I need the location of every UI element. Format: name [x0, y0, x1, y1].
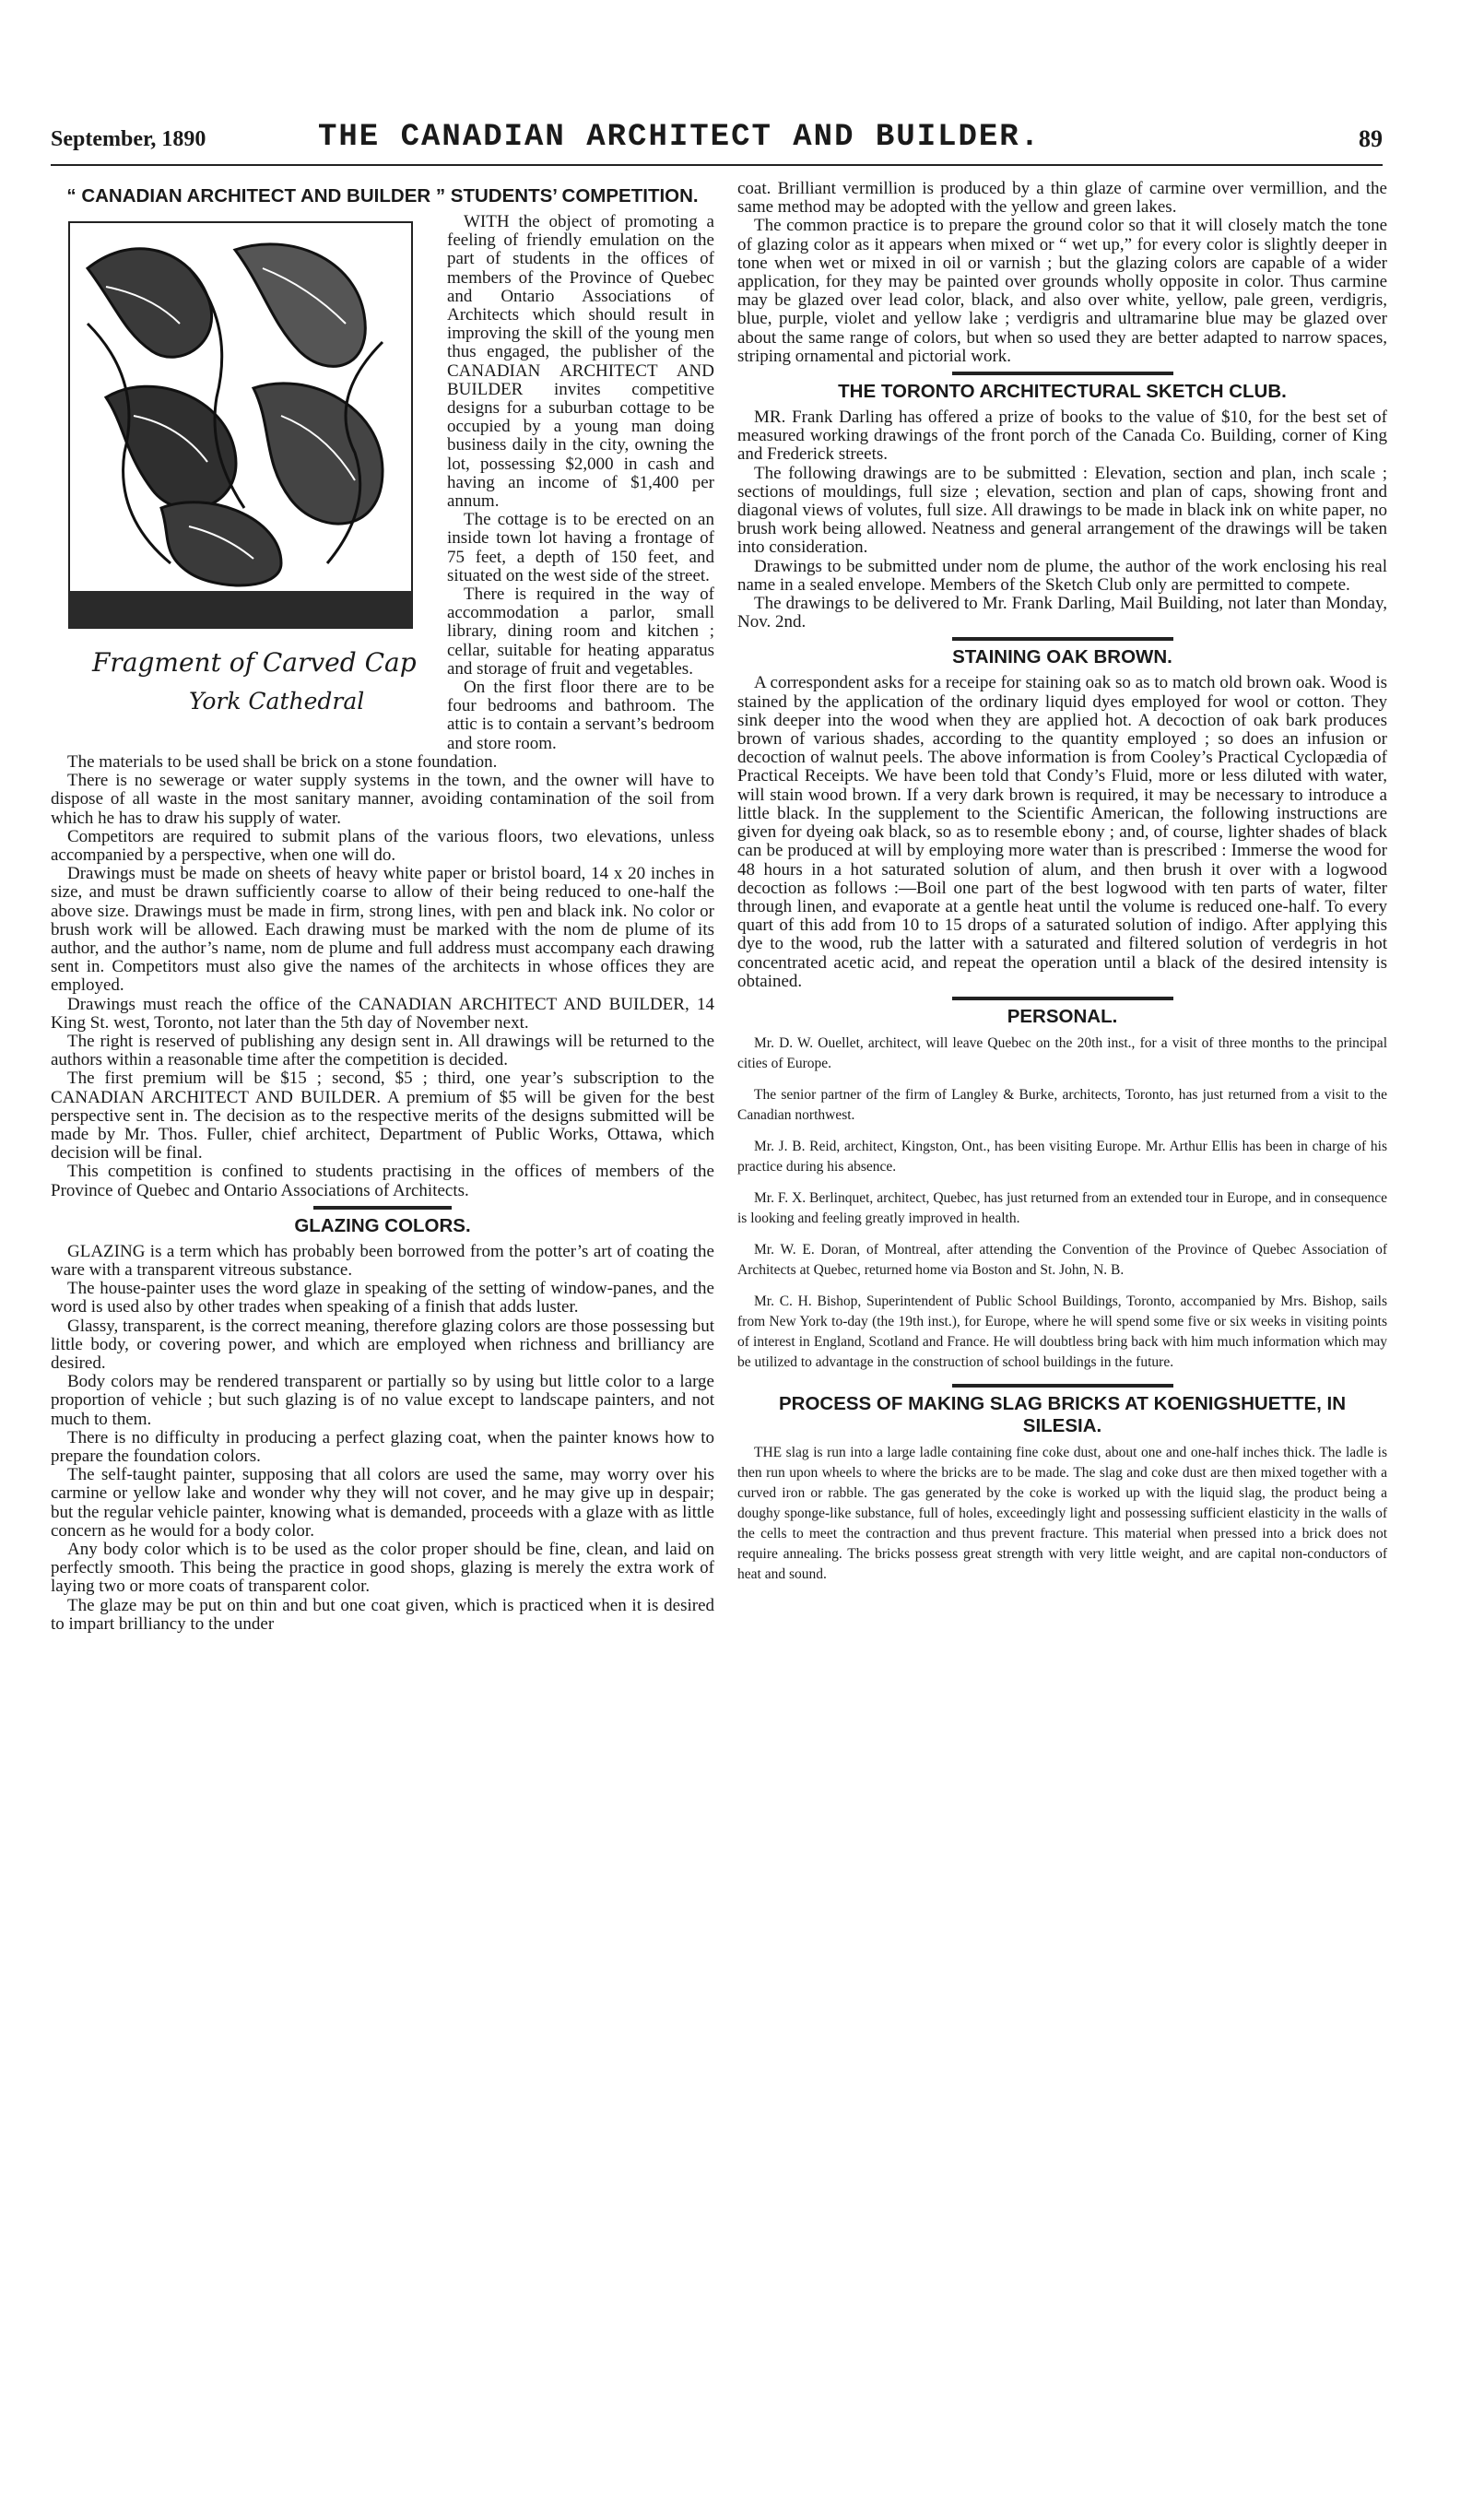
glazing-paragraph-continued: coat. Brilliant vermillion is produced by a thin glaze of carmine over vermillion, and the same method may be adopted with the yellow and green lakes.	[737, 179, 1387, 218]
personal-notes	[737, 1034, 1387, 1373]
competition-heading: “ CANADIAN ARCHITECT AND BUILDER ” STUDENTS’ COMPETITION.	[66, 185, 699, 207]
competition-paragraph: The right is reserved of publishing any design sent in. All drawings will be returned to the authors within a reasonable time after the competition is decided.	[51, 1031, 714, 1070]
sketch-club-paragraph: The following drawings are to be submitted : Elevation, section and plan, inch scale ; sections of mouldings, full size ; elevation, section and plan of caps, showing front and diagonal views of volutes, full size. All drawings to be made in black ink on white paper, no brush work being allowed. Neatness and general arrangement of the drawings will be taken into consideration.	[737, 463, 1387, 558]
competition-paragraph: On the first floor there are to be four bedrooms and bathroom. The attic is to contain a servant’s bedroom and store room.	[447, 678, 714, 753]
competition-paragraph: Drawings must reach the office of the CANADIAN ARCHITECT AND BUILDER, 14 King St. west, Toronto, not later than the 5th day of November next.	[51, 994, 714, 1033]
slag-paragraph: THE slag is run into a large ladle containing fine coke dust, about one and one-half inches thick. The ladle is then run upon wheels to where the bricks are to be made. The slag and coke dust are then mixed together with a curved iron or rabble. The gas generated by the coke is worked up with the liquid slag, the product being a doughy sponge-like substance, full of holes, exceedingly light and possessing sufficient elasticity in the walls of the cells to meet the contraction and thus prevent fracture. This material when pressed into a brick does not require annealing. The bricks possess great strength with very little weight, and are capital non-conductors of heat and sound.	[737, 1444, 1387, 1582]
slag-bricks-text	[737, 1443, 1387, 1585]
personal-note: Mr. F. X. Berlinquet, architect, Quebec, has just returned from an extended tour in Europe, and in consequence is looking and feeling greatly improved in health.	[737, 1189, 1387, 1226]
slag-bricks-heading: PROCESS OF MAKING SLAG BRICKS AT KOENIGSHUETTE, IN SILESIA.	[778, 1392, 1347, 1436]
personal-heading: PERSONAL.	[1007, 1005, 1118, 1027]
personal-note: Mr. C. H. Bishop, Superintendent of Public School Buildings, Toronto, accompanied by Mrs. Bishop, sails from New York to-day (the 19th inst.), for Europe, where he will spend some five or six weeks in visiting points of interest in England, Scotland and France. He will doubtless bring back with him much information which may be utilized to advantage in the construction of school buildings in the future.	[737, 1293, 1387, 1370]
section-divider	[952, 637, 1173, 641]
personal-note: Mr. D. W. Ouellet, architect, will leave Quebec on the 20th inst., for a visit of three months to the principal cities of Europe.	[737, 1034, 1387, 1071]
section-divider	[952, 1384, 1173, 1388]
personal-note: Mr. W. E. Doran, of Montreal, after attending the Convention of the Province of Quebec Association of Architects at Quebec, returned home via Boston and St. John, N. B.	[737, 1241, 1387, 1278]
competition-paragraph: There is no sewerage or water supply systems in the town, and the owner will have to dispose of all waste in the most sanitary manner, avoiding contamination of the soil from which he has to draw his supply of water.	[51, 771, 714, 828]
staining-paragraph: A correspondent asks for a receipe for staining oak so as to match old brown oak. Wood is stained by the application of the ordinary liquid dyes employed for wool or cotton. They sink deeper into the wood when they are applied hot. A decoction of oak bark produces brown of various shades, according to the quantity employed ; so does an infusion or decoction of walnut peels. The above information is from Cooley’s Practical Cyclopædia of Practical Receipts. We have been told that Condy’s Fluid, more or less diluted with water, will stain wood brown. If a very dark brown is required, it may be necessary to introduce a little black. In the supplement to the Scientific American, the following instructions are given for dyeing oak black, so as to resemble ebony ; and, of course, lighter shades of black can be produced at will by employing more water than is prescribed : Immerse the wood for 48 hours in a hot saturated solution of alum, and then brush it over with a logwood decoction as follows :—Boil one part of the best logwood with ten parts of water, filter through linen, and evaporate at a gentle heat until the volume is reduced one-half. To every quart of this add from 10 to 15 drops of a saturated solution of indigo. After applying this dye to the wood, rub the latter with a saturated and filtered solution of verdegris in hot concentrated acetic acid, and repeat the operation until a black of the desired intensity is obtained.	[737, 673, 1387, 991]
sketch-club-paragraph: The drawings to be delivered to Mr. Frank Darling, Mail Building, not later than Monday, Nov. 2nd.	[737, 594, 1387, 632]
staining-heading: STAINING OAK BROWN.	[952, 646, 1172, 668]
figure-caption-line2: York Cathedral	[189, 688, 365, 715]
page-number: 89	[1359, 125, 1383, 152]
competition-paragraph: WITH the object of promoting a feeling of friendly emulation on the part of students in the offices of members of the Province of Quebec and Ontario Associations of Architects which should result in improving the skill of the young men thus engaged, the publisher of the CANADIAN ARCHITECT AND BUILDER invites competitive designs for a suburban cottage to be occupied by a young man doing business daily in the city, owning the lot, possessing $2,000 in cash and having an income of $1,400 per annum.	[447, 212, 714, 512]
page-header	[51, 120, 1383, 166]
competition-paragraph: Competitors are required to submit plans of the various floors, two elevations, unless accompanied by a perspective, when one will do.	[51, 826, 714, 865]
competition-paragraph: Drawings must be made on sheets of heavy white paper or bristol board, 14 x 20 inches in size, and must be drawn sufficiently coarse to allow of their being reduced to one-half the above size. Drawings must be made in firm, strong lines, with pen and black ink. No color or brush work will be allowed. Each drawing must be marked with the nom de plume of its author, and the author’s name, nom de plume and full address must accompany each drawing sent in. Competitors must also give the names of the architects in whose offices they are employed.	[51, 864, 714, 996]
competition-paragraph: The first premium will be $15 ; second, $5 ; third, one year’s subscription to the CANADIAN ARCHITECT AND BUILDER. A premium of $5 will be given for the best perspective sent in. The decision as to the respective merits of the designs submitted will be made by Mr. Thos. Fuller, chief architect, Department of Public Works, Ottawa, which decision will be final.	[51, 1069, 714, 1164]
section-divider	[952, 372, 1173, 375]
competition-paragraph: The cottage is to be erected on an inside town lot having a frontage of 75 feet, a depth of 150 feet, and situated on the west side of the street.	[447, 510, 714, 585]
competition-paragraph: The materials to be used shall be brick on a stone foundation.	[67, 751, 498, 772]
glazing-paragraph: The house-painter uses the word glaze in speaking of the setting of window-panes, and the word is used also by other trades when speaking of a finish that adds luster.	[51, 1279, 714, 1317]
glazing-paragraph: Body colors may be rendered transparent or partially so by using but little color to a large proportion of vehicle ; but such glazing is of no value except to landscape painters, and not much to them.	[51, 1372, 714, 1429]
glazing-paragraph-continued: The common practice is to prepare the ground color so that it will closely match the tone of glazing color as it appears when mixed or “ wet up,” for every color is slightly deeper in tone when wet or mixed in oil or varnish ; but the glazing colors are capable of a wider application, for they may be painted over grounds wholly opposite in color. Thus carmine may be glazed over lead color, black, and also over white, yellow, pale green, verdigris, blue, purple, violet and yellow lake ; verdigris and ultramarine blue may be glazed over about the same range of colors, but when so used they are better adapted to narrow spaces, striping ornamental and pictorial work.	[737, 216, 1387, 366]
figure-caption-line1: Fragment of Carved Cap	[92, 647, 417, 678]
glazing-paragraph: Any body color which is to be used as the color proper should be fine, clean, and laid on perfectly smooth. This being the practice in good shops, glazing is merely the extra work of laying two or more coats of transparent color.	[51, 1540, 714, 1597]
glazing-paragraph: Glassy, transparent, is the correct meaning, therefore glazing colors are those possessing but little body, or covering power, and which are employed when richness and brilliancy are desired.	[51, 1316, 714, 1373]
glazing-paragraph: There is no difficulty in producing a perfect glazing coat, when the painter knows how to prepare the foundation colors.	[51, 1427, 714, 1466]
section-divider	[952, 997, 1173, 1000]
glazing-paragraph: The glaze may be put on thin and but one coat given, which is practiced when it is desired to impart brilliancy to the under	[51, 1595, 714, 1634]
glazing-heading: GLAZING COLORS.	[294, 1214, 471, 1236]
glazing-paragraph: GLAZING is a term which has probably been borrowed from the potter’s art of coating the ware with a transparent vitreous substance.	[51, 1241, 714, 1280]
section-divider	[313, 1206, 452, 1210]
left-column	[51, 180, 714, 1634]
sketch-club-heading: THE TORONTO ARCHITECTURAL SKETCH CLUB.	[838, 381, 1287, 403]
sketch-club-paragraph: MR. Frank Darling has offered a prize of books to the value of $10, for the best set of measured working drawings of the front porch of the Canada Co. Building, corner of King and Frederick streets.	[737, 408, 1387, 465]
competition-paragraph: There is required in the way of accommodation a parlor, small library, dining room and kitchen ; cellar, suitable for heating apparatus and storage of fruit and vegetables.	[447, 585, 714, 679]
personal-note: Mr. J. B. Reid, architect, Kingston, Ont., has been visiting Europe. Mr. Arthur Ellis has been in charge of his practice during his absence.	[737, 1138, 1387, 1175]
carved-cap-illustration	[51, 213, 429, 746]
competition-paragraph: This competition is confined to students practising in the offices of members of the Province of Quebec and Ontario Associations of Architects.	[51, 1162, 714, 1200]
sketch-club-paragraph: Drawings to be submitted under nom de plume, the author of the work enclosing his real name in a sealed envelope. Members of the Sketch Club only are permitted to compete.	[737, 556, 1387, 595]
issue-date: September, 1890	[51, 127, 206, 151]
masthead-title: THE CANADIAN ARCHITECT AND BUILDER.	[318, 120, 1042, 155]
right-column	[737, 180, 1387, 1596]
glazing-paragraph: The self-taught painter, supposing that all colors are used the same, may worry over his carmine or yellow lake and wonder why they will not cover, and he may give up in despair; but the regular vehicle painter, knowing what is demanded, proceeds with a glaze with as little concern as he would for a body color.	[51, 1465, 714, 1541]
personal-note: The senior partner of the firm of Langley & Burke, architects, Toronto, has just returned from a visit to the Canadian northwest.	[737, 1086, 1387, 1123]
